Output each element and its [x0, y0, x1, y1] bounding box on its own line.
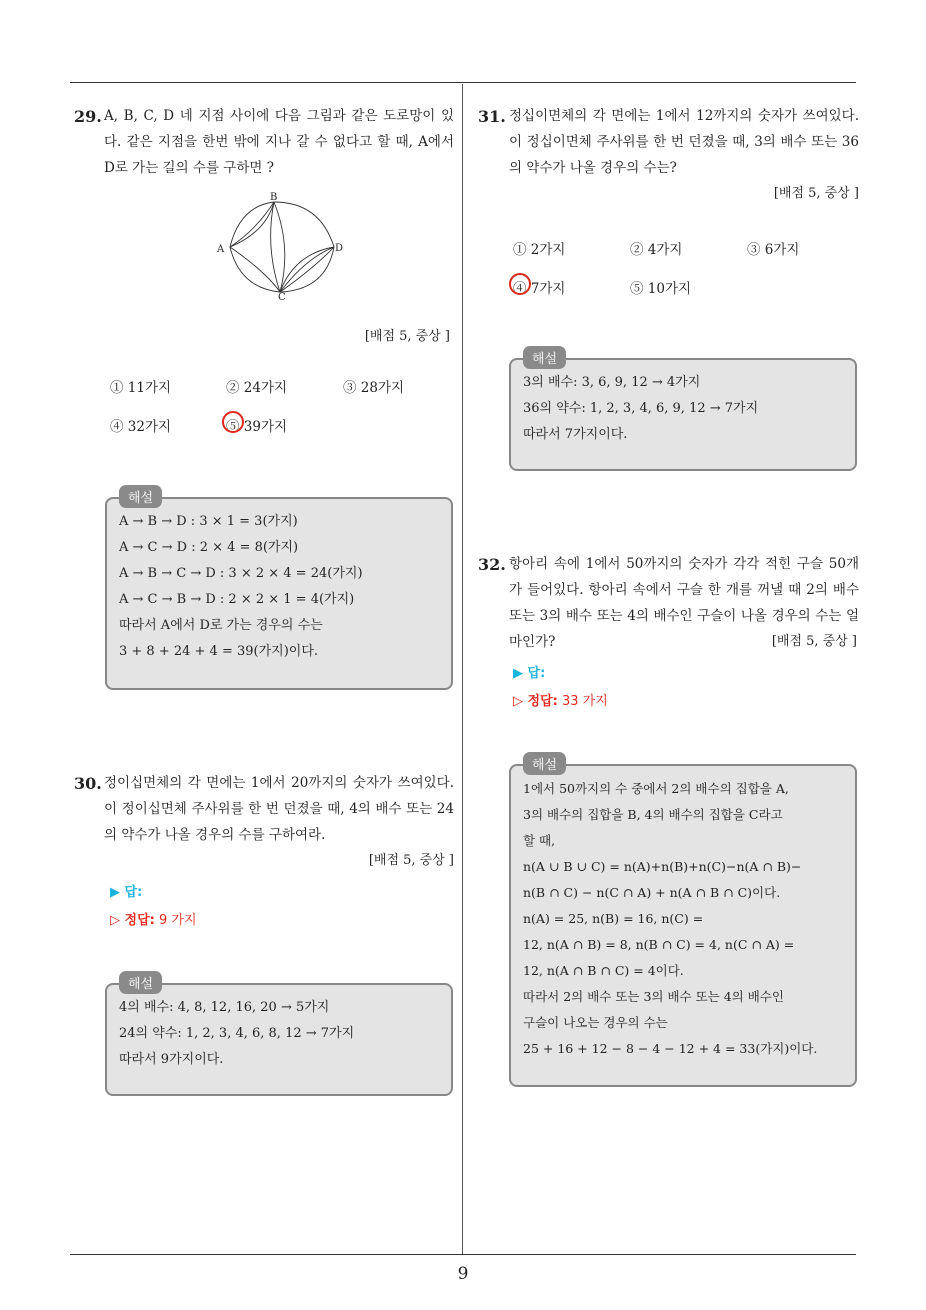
top-rule: [70, 82, 856, 83]
q30-solution-line: 24의 약수: 1, 2, 3, 4, 6, 8, 12 → 7가지: [119, 1026, 355, 1041]
q31-solution-line: 36의 약수: 1, 2, 3, 4, 6, 9, 12 → 7가지: [523, 401, 759, 416]
q32-solution-line: n(A ∪ B ∪ C) = n(A)+n(B)+n(C)−n(A ∩ B)−: [523, 859, 802, 874]
q30-solution-line: 4의 배수: 4, 8, 12, 16, 20 → 5가지: [119, 1000, 330, 1015]
q30-question: [104, 770, 454, 874]
q31-choice-3[interactable]: ③ 6가지: [747, 242, 800, 258]
q30-text: 정이십면체의 각 면에는 1에서 20까지의 숫자가 쓰여있다. 이 정이십면체 주사위를 한 번 던졌을 때, 4의 배수 또는 24의 약수가 나올 경우의 수를 구하여라.: [104, 775, 454, 843]
q32-solution-line: 할 때,: [523, 833, 556, 848]
page-number: 9: [457, 1264, 469, 1284]
q32-correct-answer: [513, 690, 608, 709]
q29-solution-line: 3 + 8 + 24 + 4 = 39(가지)이다.: [119, 644, 319, 659]
q32-meta: [배점 5, 중상 ]: [771, 634, 857, 649]
q32-correct-label: ▷ 정답:: [513, 694, 558, 709]
q29-solution-line: A → C → B → D : 2 × 2 × 1 = 4(가지): [119, 592, 355, 607]
q29-text: A, B, C, D 네 지점 사이에 다음 그림과 같은 도로망이 있다. 같은 지점을 한번 밖에 지나 갈 수 없다고 할 때, A에서 D로 가는 길의 수를 구하면 ?: [104, 108, 454, 176]
q32-solution-line: 25 + 16 + 12 − 8 − 4 − 12 + 4 = 33(가지)이다.: [523, 1041, 818, 1056]
q30-correct-answer: [110, 909, 197, 928]
q31-choice-4[interactable]: [513, 277, 565, 297]
q29-choice-3[interactable]: ③ 28가지: [343, 380, 405, 396]
q32-solution-line: n(B ∩ C) − n(C ∩ A) + n(A ∩ B ∩ C)이다.: [523, 885, 781, 900]
q31-answer-circle-mark: [509, 273, 531, 295]
q29-solution-line: A → C → D : 2 × 4 = 8(가지): [119, 540, 299, 555]
q32-solution-box: [509, 758, 857, 1087]
q29-solution-tag: 해설: [119, 485, 162, 508]
q32-solution-line: 구슬이 나오는 경우의 수는: [523, 1015, 668, 1030]
q31-meta: [배점 5, 중상 ]: [773, 186, 859, 201]
q31-solution-line: 3의 배수: 3, 6, 9, 12 → 4가지: [523, 375, 701, 390]
q31-choice-4-label: ④ 7가지: [513, 281, 566, 297]
q31-text: 정십이면체의 각 면에는 1에서 12까지의 숫자가 쓰여있다. 이 정십이면체 주사위를 한 번 던졌을 때, 3의 배수 또는 36의 약수가 나올 경우의 수는?: [509, 108, 859, 176]
q31-question: [509, 103, 859, 207]
q29-question: [104, 103, 454, 181]
q32-solution-line: 따라서 2의 배수 또는 3의 배수 또는 4의 배수인: [523, 989, 784, 1004]
q29-choice-5-label: ⑤ 39가지: [226, 419, 288, 435]
figure-label-c: C: [278, 292, 286, 302]
q32-number: 32.: [478, 555, 506, 574]
q29-meta: [배점 5, 중상 ]: [364, 329, 450, 344]
q30-solution-body: [119, 995, 439, 1073]
figure-label-b: B: [270, 192, 278, 203]
q29-choice-5[interactable]: [226, 415, 287, 435]
q32-correct-value: 33 가지: [561, 694, 608, 709]
q31-solution-body: [523, 370, 843, 448]
q31-choice-5[interactable]: ⑤ 10가지: [630, 281, 692, 297]
q29-solution-line: 따라서 A에서 D로 가는 경우의 수는: [119, 618, 323, 633]
q32-solution-line: n(A) = 25, n(B) = 16, n(C) =: [523, 911, 704, 926]
q29-solution-body: [119, 509, 439, 665]
q30-solution-line: 따라서 9가지이다.: [119, 1052, 224, 1067]
q31-choice-1[interactable]: ① 2가지: [513, 242, 566, 258]
q29-solution-box: [105, 491, 453, 690]
q30-number: 30.: [74, 774, 102, 793]
q32-solution-line: 12, n(A ∩ B) = 8, n(B ∩ C) = 4, n(C ∩ A) =: [523, 937, 795, 952]
q30-correct-label: ▷ 정답:: [110, 913, 155, 928]
q31-solution-line: 따라서 7가지이다.: [523, 427, 628, 442]
column-divider: [462, 84, 463, 1254]
q32-answer-input-label[interactable]: ▶ 답:: [513, 666, 546, 681]
q30-correct-value: 9 가지: [158, 913, 197, 928]
figure-label-a: A: [217, 244, 225, 255]
q29-choice-2[interactable]: ② 24가지: [226, 380, 288, 396]
q30-meta: [배점 5, 중상 ]: [368, 853, 454, 868]
q31-solution-box: [509, 352, 857, 471]
bottom-rule: [70, 1254, 856, 1255]
q29-solution-line: A → B → D : 3 × 1 = 3(가지): [119, 514, 298, 529]
q29-road-figure: [210, 192, 355, 302]
q32-solution-line: 1에서 50까지의 수 중에서 2의 배수의 집합을 A,: [523, 781, 789, 796]
q32-solution-line: 3의 배수의 집합을 B, 4의 배수의 집합을 C라고: [523, 807, 783, 822]
q29-answer-circle-mark: [222, 411, 244, 433]
q32-solution-tag: 해설: [523, 752, 566, 775]
q32-solution-body: [523, 776, 843, 1062]
q31-choice-2[interactable]: ② 4가지: [630, 242, 683, 258]
q30-answer-input-label[interactable]: ▶ 답:: [110, 885, 143, 900]
q30-solution-tag: 해설: [119, 971, 162, 994]
q30-solution-box: [105, 977, 453, 1096]
q29-choice-4[interactable]: ④ 32가지: [110, 419, 172, 435]
q29-number: 29.: [74, 107, 102, 126]
q31-number: 31.: [478, 107, 506, 126]
q32-solution-line: 12, n(A ∩ B ∩ C) = 4이다.: [523, 963, 684, 978]
figure-label-d: D: [335, 243, 344, 254]
q31-solution-tag: 해설: [523, 346, 566, 369]
q29-solution-line: A → B → C → D : 3 × 2 × 4 = 24(가지): [119, 566, 363, 581]
q29-choice-1[interactable]: ① 11가지: [110, 380, 172, 396]
q32-text: 항아리 속에 1에서 50까지의 숫자가 각각 적힌 구슬 50개가 들어있다. 항아리 속에서 구슬 한 개를 꺼낼 때 2의 배수 또는 3의 배수 또는 4의 배수인 구슬이 나올 경우의 수는 얼마인가?: [509, 556, 859, 650]
